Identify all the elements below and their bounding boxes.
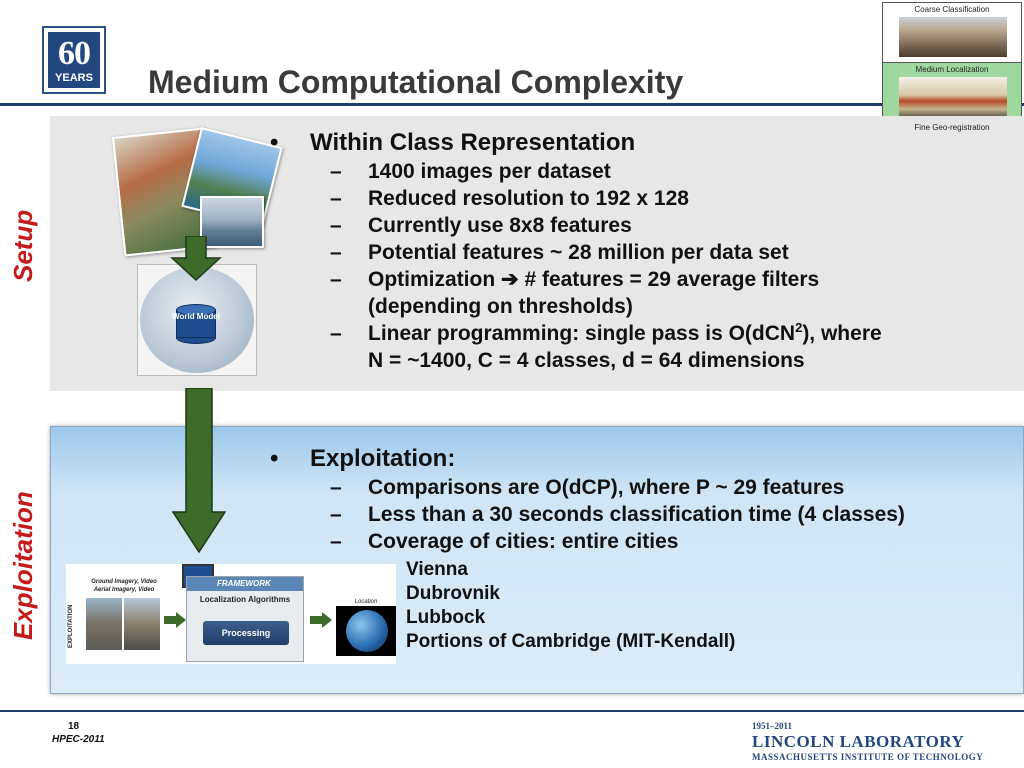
framework-box — [186, 576, 304, 662]
lincoln-lab-name: LINCOLN LABORATORY — [752, 732, 965, 751]
setup-item-optimization: – Optimization ➔ # features = 29 average filters — [330, 268, 820, 291]
setup-item: – 1400 images per dataset — [330, 160, 611, 183]
right-arrow-icon — [164, 612, 186, 628]
lincoln-lab-years: 1951–2011 — [752, 721, 793, 731]
exploitation-item: – Less than a 30 seconds classification time (4 classes) — [330, 503, 905, 526]
framework-inputs — [66, 564, 162, 664]
setup-item-continuation: (depending on thresholds) — [368, 295, 633, 318]
location-label: Location — [354, 599, 378, 605]
setup-item: – Reduced resolution to 192 x 128 — [330, 187, 689, 210]
setup-heading — [270, 128, 882, 158]
big-down-arrow-icon — [172, 388, 226, 554]
exploitation-heading: • Exploitation: — [270, 445, 456, 472]
setup-item-continuation: N = ~1400, C = 4 classes, d = 64 dimensions — [368, 349, 805, 372]
logo-text: YEARS — [55, 72, 93, 84]
setup-item-linear: – Linear programming: single pass is O(dCN$^2$), where — [330, 320, 882, 345]
earth-image — [336, 606, 396, 656]
inset-city-image — [899, 17, 1007, 57]
exploitation-bullets — [270, 444, 905, 555]
inset-bridge-image — [899, 77, 1007, 117]
setup-item: – Potential features ~ 28 million per data set — [330, 241, 789, 264]
setup-item: – Currently use 8x8 features — [330, 214, 632, 237]
world-model-label: World Model — [172, 312, 220, 321]
exploitation-item: – Comparisons are O(dCP), where P ~ 29 features — [330, 476, 845, 499]
bullet-dot: • — [270, 129, 279, 156]
exploitation-item: – Coverage of cities: entire cities — [330, 530, 679, 553]
exploitation-side-label: Exploitation — [8, 491, 38, 640]
inset-medium-localization — [883, 62, 1021, 120]
framework-input-label: Ground Imagery, Video Aerial Imagery, Video — [91, 579, 157, 593]
database-icon — [176, 304, 216, 342]
setup-heading-text: Within Class Representation — [310, 129, 636, 156]
city-item: Vienna — [406, 559, 468, 580]
inset-label: Fine Geo-registration — [914, 123, 990, 132]
right-arrow-icon: ➔ — [501, 268, 519, 291]
logo-number: 60 — [58, 35, 90, 72]
down-arrow-icon — [170, 236, 222, 282]
inset-label: Coarse Classification — [914, 5, 990, 14]
framework-diagram — [66, 564, 396, 664]
slide-title: Medium Computational Complexity — [148, 64, 684, 100]
processing-box: Processing — [203, 621, 289, 645]
ground-image — [86, 598, 122, 650]
header-divider — [0, 103, 1024, 106]
city-item: Portions of Cambridge (MIT-Kendall) — [406, 631, 736, 652]
framework-side-tag: EXPLOITATION — [68, 604, 74, 648]
lincoln-lab-org: MASSACHUSETTS INSTITUTE OF TECHNOLOGY — [752, 752, 984, 762]
right-arrow-icon — [310, 612, 332, 628]
aerial-image — [124, 598, 160, 650]
setup-bullets — [270, 128, 882, 374]
setup-side-label: Setup — [8, 209, 38, 282]
city-item: Lubbock — [406, 607, 486, 628]
conference-label: HPEC-2011 — [52, 734, 105, 745]
sixty-years-logo — [42, 26, 106, 94]
footer-divider — [0, 710, 1024, 712]
inset-coarse-classification — [883, 3, 1021, 61]
inset-label: Medium Localization — [915, 65, 989, 74]
exploitation-heading-text: Exploitation: — [310, 445, 456, 472]
framework-algorithms: Localization Algorithms — [199, 595, 291, 604]
city-list — [346, 558, 735, 654]
page-number: 18 — [68, 721, 80, 732]
city-item: Dubrovnik — [406, 583, 500, 604]
framework-header: FRAMEWORK — [187, 577, 303, 591]
